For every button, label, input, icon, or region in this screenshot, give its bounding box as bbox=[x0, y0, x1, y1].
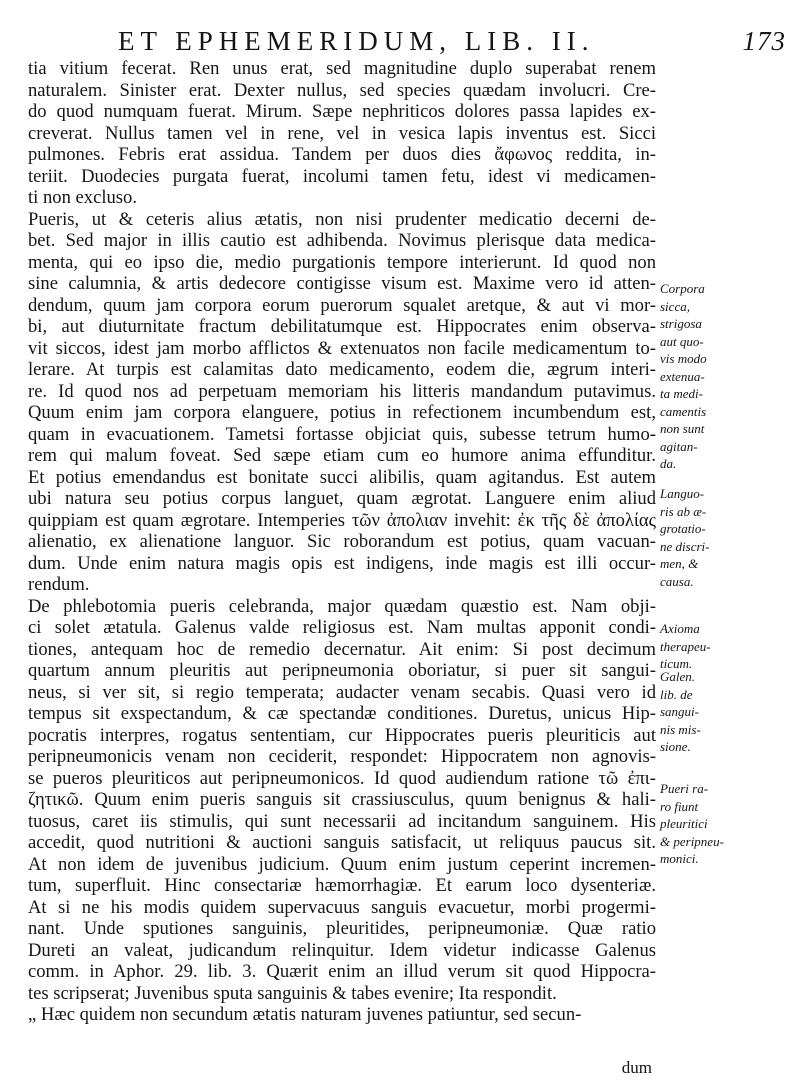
text-line: do quod numquam fuerat. Mirum. Sæpe nephriticos dolores passa lapides ex- bbox=[28, 101, 656, 122]
margin-note bbox=[660, 620, 711, 673]
text-line: pocratis interpres, rogatus sententiam, cur Hippocrates pueris pleuriticis aut bbox=[28, 724, 656, 746]
margin-note-line: therapeu- bbox=[660, 638, 711, 654]
text-line: Et potius emendandus est bonitate succi alibilis, quam agitandus. Est autem bbox=[28, 466, 656, 488]
text-line: tempus sit exspectandum, & cæ spectandæ conditiones. Duretus, unicus Hip- bbox=[28, 703, 656, 724]
margin-note-line: Corpora bbox=[660, 281, 705, 296]
margin-note-line: camentis bbox=[660, 403, 707, 419]
text-line: Quum enim jam corpora elanguere, potius in refectionem incumbendum est, bbox=[28, 402, 656, 423]
text-line: rendum. bbox=[28, 574, 90, 595]
text-line: rem qui malum foveat. Sed sæpe etiam cum eo humore anima effunditur. bbox=[28, 445, 656, 466]
margin-note-line: ticum. bbox=[660, 656, 693, 671]
text-line: dendum, quum jam corpora eorum puerorum squalet aretque, & aut vi mor- bbox=[28, 294, 656, 316]
text-line: vit siccos, idest jam morbo afflictos & extenuatos non facile medicamentum to- bbox=[28, 337, 656, 359]
text-line: Dureti an valeat, judicandum relinquitur. Idem videtur indicasse Galenus bbox=[28, 939, 656, 961]
margin-note-line: grotatio- bbox=[660, 521, 706, 536]
running-title: ET EPHEMERIDUM, LIB. II. bbox=[118, 26, 595, 56]
margin-note-line: Pueri ra- bbox=[660, 781, 709, 796]
margin-note-line: & peripneu- bbox=[660, 833, 724, 849]
text-line: accedit, quod nutritioni & auctioni sanguis satisfacit, ut reliquus paucus sit. bbox=[28, 832, 656, 853]
margin-note bbox=[660, 485, 709, 590]
margin-note bbox=[660, 780, 724, 868]
margin-note-line: extenua- bbox=[660, 368, 705, 384]
text-line: tum, superfluit. Hinc consectariæ hæmorrhagiæ. Et earum loco dysenteriæ. bbox=[28, 875, 656, 896]
text-line: naturalem. Sinister erat. Dexter nullus, sed species quædam involucri. Cre- bbox=[28, 79, 656, 101]
margin-note-line: ta medi- bbox=[660, 386, 703, 401]
text-line: bi, aut diuturnitate fractum debilitatumque est. Hippocrates enim observa- bbox=[28, 316, 656, 337]
margin-note-line: aut quo- bbox=[660, 333, 704, 349]
text-line: nant. Unde sputiones sanguinis, pleuritides, peripneumoniæ. Quæ ratio bbox=[28, 918, 656, 939]
text-line: teriit. Duodecies purgata fuerat, incolumi tamen fetu, idest vi medicamen- bbox=[28, 165, 656, 187]
running-header bbox=[30, 24, 786, 58]
margin-note-line: strigosa bbox=[660, 316, 702, 331]
margin-note-line: Galen. bbox=[660, 669, 696, 684]
page-number: 173 bbox=[742, 26, 786, 56]
margin-note-line: men, & bbox=[660, 556, 699, 571]
margin-note-line: ris ab æ- bbox=[660, 503, 707, 519]
text-line: quippiam est quam ægrotare. Intemperies τῶν ἀπολιαν invehit: ἐκ τῆς δὲ ἀπολίας bbox=[28, 509, 656, 531]
text-line: dum. Unde enim natura magis opis est indigens, inde magis est illi occur- bbox=[28, 552, 656, 574]
text-line: re. Id quod nos ad perpetuam memoriam his litteris mandandum putavimus. bbox=[28, 380, 656, 402]
margin-note-line: Languo- bbox=[660, 486, 705, 501]
margin-note-line: vis modo bbox=[660, 351, 707, 366]
margin-note-line: sicca, bbox=[660, 298, 690, 314]
main-text bbox=[28, 58, 656, 1026]
margin-note-line: da. bbox=[660, 456, 677, 471]
text-line: comm. in Aphor. 29. lib. 3. Quærit enim an illud verum sit quod Hippocra- bbox=[28, 961, 656, 982]
margin-note-line: causa. bbox=[660, 573, 694, 589]
text-line: sine calumnia, & artis dedecore contigisse visum est. Maxime vero id atten- bbox=[28, 273, 656, 294]
text-line: ubi natura seu potius corpus languet, quam ægrotat. Languere enim aliud bbox=[28, 488, 656, 509]
text-line: alienatio, ex alienatione languor. Sic roborandum est potius, quam vacuan- bbox=[28, 531, 656, 552]
margin-note-line: sangui- bbox=[660, 704, 699, 719]
margin-note-line: agitan- bbox=[660, 438, 698, 454]
margin-note-line: ro fiunt bbox=[660, 798, 699, 814]
margin-note-line: sione. bbox=[660, 739, 691, 754]
text-line: tia vitium fecerat. Ren unus erat, sed magnitudine duplo superabat renem bbox=[28, 58, 656, 79]
margin-note bbox=[660, 668, 701, 756]
text-line: bet. Sed major in illis cautio est adhibenda. Novimus plerisque data medica- bbox=[28, 230, 656, 251]
text-line: creverat. Nullus tamen vel in rene, vel in vesica lapis inventus est. Sicci bbox=[28, 122, 656, 144]
text-line: tes scripserat; Juvenibus sputa sanguinis & tabes evenire; Ita respondit. bbox=[28, 982, 557, 1004]
text-line: neus, si ver sit, si regio temperata; audacter venam secabis. Quasi vero id bbox=[28, 681, 656, 703]
text-line: quam in evacuationem. Tametsi fortasse objiciat quis, subesse tetrum humo- bbox=[28, 423, 656, 445]
margin-note-line: non sunt bbox=[660, 421, 705, 436]
margin-note-line: nis mis- bbox=[660, 721, 701, 737]
text-line: ti non excluso. bbox=[28, 187, 137, 208]
text-line: peripneumonicis venam non ceciderit, respondet: Hippocratem non agnovis- bbox=[28, 746, 656, 767]
catchword: dum bbox=[621, 1058, 652, 1077]
margin-note-line: monici. bbox=[660, 851, 699, 866]
text-line: ζητικῶ. Quum enim pueris sanguis sit crassiusculus, quum benignus & hali- bbox=[28, 789, 656, 810]
text-line: tiones, antequam hoc de remedio decernatur. Ait enim: Si post decimum bbox=[28, 638, 656, 660]
text-line: quartum annum pleuritis aut peripneumonia oboriatur, si puer sit sangui- bbox=[28, 660, 656, 681]
margin-note-line: Axioma bbox=[660, 621, 700, 636]
text-line: At non idem de juvenibus judicium. Quum enim justum ceperint incremen- bbox=[28, 853, 656, 875]
text-line: pulmones. Febris erat assidua. Tandem per duos dies ἄφωνος reddita, in- bbox=[28, 144, 656, 165]
text-line: De phlebotomia pueris celebranda, major quædam quæstio est. Nam obji- bbox=[28, 595, 656, 617]
margin-note-line: pleuritici bbox=[660, 816, 708, 831]
text-line: „ Hæc quidem non secundum ætatis naturam juvenes patiuntur, sed secun- bbox=[28, 1004, 582, 1025]
text-line: At si ne his modis quidem supervacuus sanguis evacuetur, morbi progermi- bbox=[28, 896, 656, 918]
text-line: lerare. At turpis est calamitas dato medicamento, eodem die, ægrum interi- bbox=[28, 359, 656, 380]
text-line: Pueris, ut & ceteris alius ætatis, non nisi prudenter medicatio decerni de- bbox=[28, 208, 656, 230]
text-line: menta, qui eo ipso die, medio purgationis tempore interierunt. Id quod non bbox=[28, 251, 656, 273]
text-line: tuosus, caret iis stimulis, qui sunt necessarii ad incitandum sanguinem. His bbox=[28, 810, 656, 832]
text-line: ci solet ætatula. Galenus valde religiosus est. Nam multas apponit condi- bbox=[28, 617, 656, 638]
margin-note-line: ne discri- bbox=[660, 538, 710, 554]
margin-note bbox=[660, 280, 707, 473]
margin-note-line: lib. de bbox=[660, 686, 693, 702]
text-line: se pueros pleuriticos aut peripneumonicos. Id quod audiendum ratione τῶ ἐπι- bbox=[28, 767, 656, 789]
